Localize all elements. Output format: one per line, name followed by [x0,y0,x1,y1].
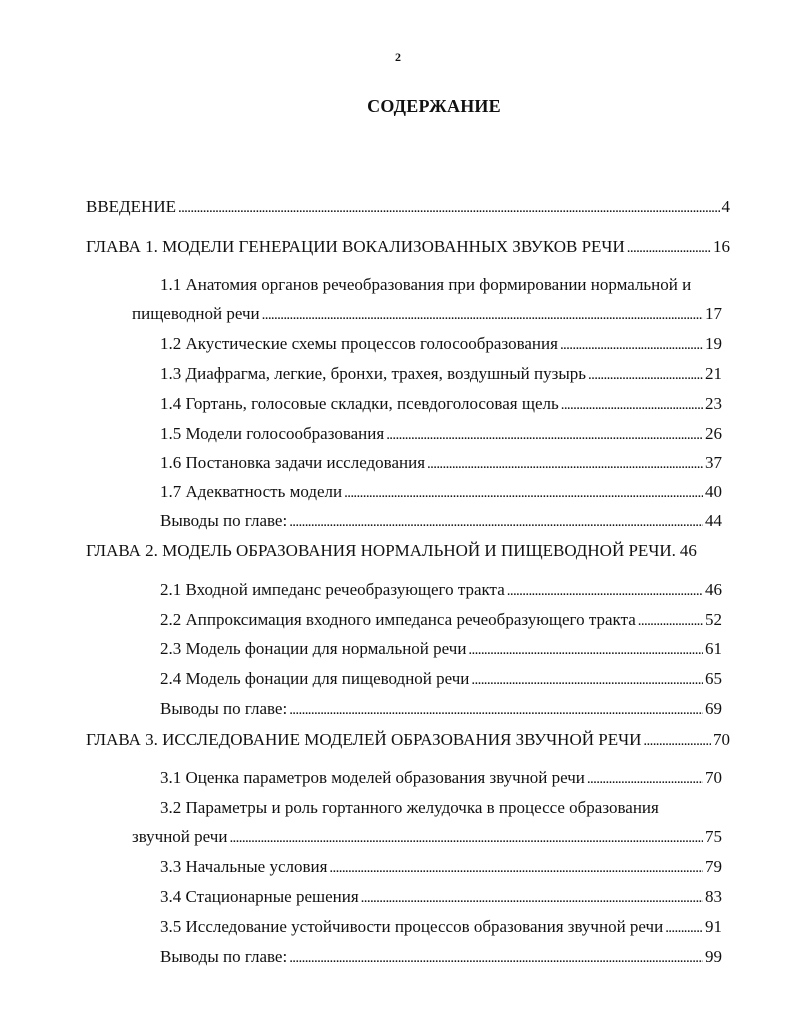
entry-page: 69 [705,699,722,718]
leader-dots [178,196,720,219]
leader-dots [262,303,703,326]
entry-page: 79 [705,857,722,876]
toc-entry-conclusions-3[interactable] [160,946,722,969]
page-number: 2 [395,50,401,64]
leader-dots [229,826,703,849]
entry-page: 4 [721,197,730,216]
entry-title: Выводы по главе: [160,947,288,966]
entry-title: 2.3 Модель фонации для нормальной речи [160,639,467,658]
entry-page: 75 [705,827,722,846]
entry-page: 52 [705,610,722,629]
entry-title: 1.5 Модели голосообразования [160,424,385,443]
toc-entry-1-1-line2[interactable] [132,303,722,326]
entry-title: 1.3 Диафрагма, легкие, бронхи, трахея, воздушный пузырь [160,364,587,383]
toc-entry-2-4[interactable] [160,668,722,691]
toc-entry-3-4[interactable] [160,886,722,909]
leader-dots [561,393,703,416]
toc-entry-3-3[interactable] [160,856,722,879]
entry-title: 1.7 Адекватность модели [160,482,343,501]
entry-page: 44 [705,511,722,530]
toc-entry-1-3[interactable] [160,363,722,386]
leader-dots [587,767,703,790]
entry-title: 2.1 Входной импеданс речеобразующего тракта [160,580,505,599]
entry-title: 2.2 Аппроксимация входного импеданса речеобразующего тракта [160,610,636,629]
leader-dots [289,698,703,721]
leader-dots [665,916,703,939]
entry-title: Выводы по главе: [160,699,288,718]
toc-entry-chapter-3[interactable] [86,729,730,752]
toc-title: СОДЕРЖАНИЕ [367,96,501,116]
leader-dots [588,363,703,386]
leader-dots [468,638,703,661]
entry-title: 1.6 Постановка задачи исследования [160,453,426,472]
entry-page: 19 [705,334,722,353]
toc-entry-2-3[interactable] [160,638,722,661]
toc-entry-1-7[interactable] [160,481,722,504]
leader-dots [329,856,703,879]
entry-title: 1.2 Акустические схемы процессов голосообразования [160,334,558,353]
leader-dots [289,510,703,533]
leader-dots [471,668,703,691]
entry-page: 37 [705,453,722,472]
toc-entry-2-2[interactable] [160,609,722,632]
leader-dots [386,423,703,446]
toc-entry-3-5[interactable] [160,916,722,939]
entry-title: ГЛАВА 3. ИССЛЕДОВАНИЕ МОДЕЛЕЙ ОБРАЗОВАНИЯ ЗВУЧНОЙ РЕЧИ [86,730,642,749]
entry-title: 3.5 Исследование устойчивости процессов образования звучной речи [160,917,664,936]
toc-entry-1-5[interactable] [160,423,722,446]
toc-entry-3-2-line2[interactable] [132,826,722,849]
entry-title: 2.4 Модель фонации для пищеводной речи [160,669,470,688]
toc-entry-2-1[interactable] [160,579,722,602]
entry-page: 99 [705,947,722,966]
entry-page: 21 [705,364,722,383]
entry-page: 17 [705,304,722,323]
leader-dots [427,452,703,475]
entry-page: 91 [705,917,722,936]
toc-entry-3-1[interactable] [160,767,722,790]
toc-entry-chapter-2[interactable] [86,540,732,562]
toc-entry-conclusions-2[interactable] [160,698,722,721]
toc-entry-1-4[interactable] [160,393,722,416]
toc-entry-1-1-line1[interactable] [160,274,722,296]
entry-title: ГЛАВА 2. МОДЕЛЬ ОБРАЗОВАНИЯ НОРМАЛЬНОЙ И ПИЩЕВОДНОЙ РЕЧИ. [86,541,676,560]
entry-title: 3.2 Параметры и роль гортанного желудочка в процессе образования [160,798,659,817]
toc-entry-conclusions-1[interactable] [160,510,722,533]
entry-page: 46 [705,580,722,599]
toc-entry-chapter-1[interactable] [86,236,730,259]
leader-dots [643,729,711,752]
entry-title: 3.3 Начальные условия [160,857,328,876]
toc-entry-introduction[interactable] [86,196,730,219]
toc-entry-1-6[interactable] [160,452,722,475]
entry-page: 23 [705,394,722,413]
entry-page: 70 [713,730,730,749]
entry-title: Выводы по главе: [160,511,288,530]
leader-dots [507,579,703,602]
leader-dots [638,609,703,632]
toc-entry-3-2-line1[interactable] [160,797,722,819]
entry-page: 26 [705,424,722,443]
toc-entry-1-2[interactable] [160,333,722,356]
entry-page: 61 [705,639,722,658]
entry-page: 65 [705,669,722,688]
entry-page: 16 [713,237,730,256]
entry-page: 83 [705,887,722,906]
entry-page: 40 [705,482,722,501]
entry-title: 1.1 Анатомия органов речеобразования при формировании нормальной и [160,275,692,294]
entry-title: ГЛАВА 1. МОДЕЛИ ГЕНЕРАЦИИ ВОКАЛИЗОВАННЫХ ЗВУКОВ РЕЧИ [86,237,625,256]
leader-dots [344,481,703,504]
leader-dots [289,946,703,969]
leader-dots [361,886,703,909]
entry-page: 70 [705,768,722,787]
entry-title: ВВЕДЕНИЕ [86,197,176,216]
entry-title: 1.4 Гортань, голосовые складки, псевдоголосовая щель [160,394,559,413]
entry-title: 3.4 Стационарные решения [160,887,359,906]
entry-title: звучной речи [132,827,228,846]
entry-title: пищеводной речи [132,304,260,323]
entry-title: 3.1 Оценка параметров моделей образования звучной речи [160,768,585,787]
leader-dots [627,236,711,259]
leader-dots [560,333,703,356]
entry-page: 46 [679,541,697,560]
